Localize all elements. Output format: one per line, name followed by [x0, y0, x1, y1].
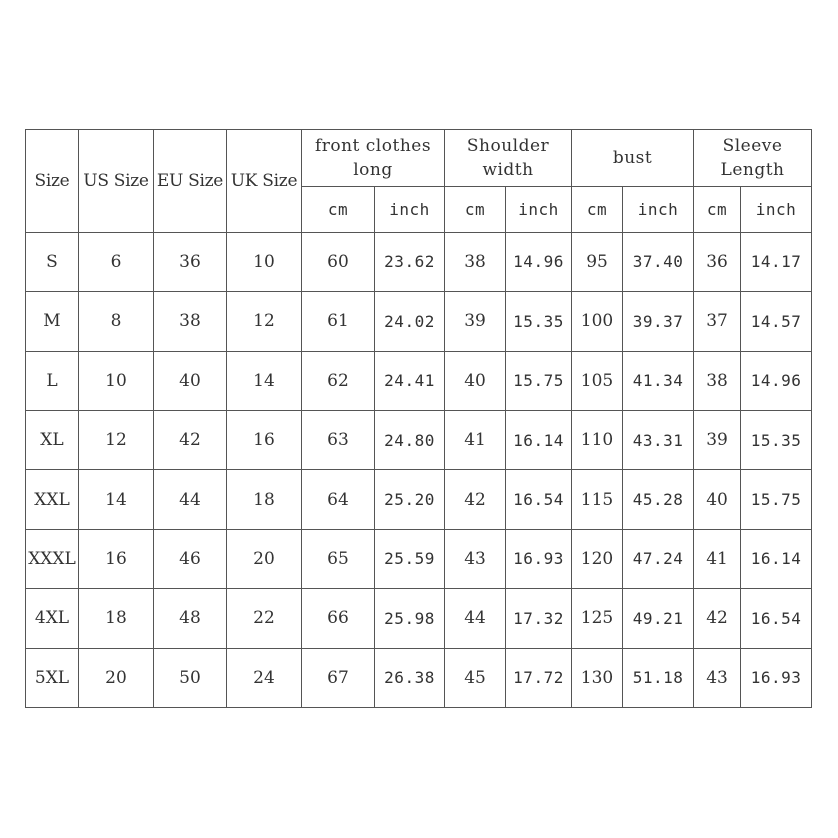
- cell-us-size: 18: [79, 589, 154, 648]
- cell-us-size: 12: [79, 410, 154, 469]
- cell-eu-size: 42: [154, 410, 227, 469]
- cell-uk-size: 20: [227, 529, 302, 588]
- table-row: [26, 351, 812, 410]
- cell-front-inch: 24.80: [375, 410, 445, 469]
- cell-front-inch: 24.02: [375, 292, 445, 351]
- cell-sleeve-cm: 37: [694, 292, 741, 351]
- cell-us-size: 6: [79, 232, 154, 291]
- cell-uk-size: 10: [227, 232, 302, 291]
- cell-us-size: 14: [79, 470, 154, 529]
- unit-inch-bust: inch: [623, 187, 694, 232]
- header-front-clothes-long: front clothes long: [302, 130, 445, 187]
- cell-bust-inch: 51.18: [623, 648, 694, 707]
- cell-shoulder-cm: 43: [445, 529, 506, 588]
- cell-shoulder-cm: 45: [445, 648, 506, 707]
- cell-bust-inch: 45.28: [623, 470, 694, 529]
- cell-shoulder-cm: 44: [445, 589, 506, 648]
- cell-sleeve-inch: 16.54: [741, 589, 812, 648]
- cell-us-size: 16: [79, 529, 154, 588]
- table-row: [26, 648, 812, 707]
- cell-shoulder-cm: 38: [445, 232, 506, 291]
- unit-cm-shoulder: cm: [445, 187, 506, 232]
- cell-uk-size: 16: [227, 410, 302, 469]
- cell-front-inch: 23.62: [375, 232, 445, 291]
- table-row: [26, 232, 812, 291]
- cell-bust-cm: 130: [572, 648, 623, 707]
- cell-size: L: [26, 351, 79, 410]
- cell-sleeve-inch: 16.93: [741, 648, 812, 707]
- unit-inch-shoulder: inch: [506, 187, 572, 232]
- cell-sleeve-cm: 42: [694, 589, 741, 648]
- cell-shoulder-inch: 15.35: [506, 292, 572, 351]
- cell-bust-cm: 95: [572, 232, 623, 291]
- cell-shoulder-inch: 16.54: [506, 470, 572, 529]
- cell-bust-inch: 37.40: [623, 232, 694, 291]
- cell-sleeve-inch: 14.57: [741, 292, 812, 351]
- cell-sleeve-cm: 38: [694, 351, 741, 410]
- cell-front-inch: 24.41: [375, 351, 445, 410]
- table-body: [26, 130, 812, 708]
- cell-shoulder-cm: 42: [445, 470, 506, 529]
- cell-bust-cm: 100: [572, 292, 623, 351]
- table-row: [26, 410, 812, 469]
- size-chart-table: [25, 129, 812, 708]
- cell-uk-size: 24: [227, 648, 302, 707]
- cell-size: 5XL: [26, 648, 79, 707]
- cell-front-cm: 60: [302, 232, 375, 291]
- table-row: [26, 470, 812, 529]
- unit-cm-sleeve: cm: [694, 187, 741, 232]
- cell-front-cm: 66: [302, 589, 375, 648]
- cell-sleeve-cm: 36: [694, 232, 741, 291]
- cell-shoulder-cm: 41: [445, 410, 506, 469]
- cell-uk-size: 18: [227, 470, 302, 529]
- table-row: [26, 529, 812, 588]
- header-bust: bust: [572, 130, 694, 187]
- cell-front-cm: 65: [302, 529, 375, 588]
- cell-sleeve-inch: 14.17: [741, 232, 812, 291]
- cell-size: S: [26, 232, 79, 291]
- header-us-size: US Size: [79, 130, 154, 233]
- unit-inch-front: inch: [375, 187, 445, 232]
- cell-sleeve-inch: 15.35: [741, 410, 812, 469]
- cell-sleeve-cm: 40: [694, 470, 741, 529]
- header-row-groups: [26, 130, 812, 187]
- header-eu-size: EU Size: [154, 130, 227, 233]
- cell-eu-size: 36: [154, 232, 227, 291]
- unit-cm-bust: cm: [572, 187, 623, 232]
- cell-size: M: [26, 292, 79, 351]
- cell-eu-size: 50: [154, 648, 227, 707]
- cell-shoulder-inch: 16.14: [506, 410, 572, 469]
- unit-inch-sleeve: inch: [741, 187, 812, 232]
- cell-shoulder-inch: 16.93: [506, 529, 572, 588]
- cell-sleeve-inch: 14.96: [741, 351, 812, 410]
- cell-bust-inch: 39.37: [623, 292, 694, 351]
- cell-sleeve-inch: 15.75: [741, 470, 812, 529]
- cell-sleeve-inch: 16.14: [741, 529, 812, 588]
- cell-us-size: 10: [79, 351, 154, 410]
- cell-us-size: 8: [79, 292, 154, 351]
- cell-sleeve-cm: 39: [694, 410, 741, 469]
- cell-bust-cm: 105: [572, 351, 623, 410]
- cell-size: XL: [26, 410, 79, 469]
- cell-front-cm: 62: [302, 351, 375, 410]
- cell-uk-size: 12: [227, 292, 302, 351]
- cell-eu-size: 38: [154, 292, 227, 351]
- cell-bust-cm: 125: [572, 589, 623, 648]
- cell-sleeve-cm: 41: [694, 529, 741, 588]
- unit-cm-front: cm: [302, 187, 375, 232]
- cell-shoulder-cm: 39: [445, 292, 506, 351]
- header-shoulder-width: Shoulder width: [445, 130, 572, 187]
- cell-uk-size: 14: [227, 351, 302, 410]
- header-sleeve-length: Sleeve Length: [694, 130, 812, 187]
- cell-size: XXL: [26, 470, 79, 529]
- cell-front-cm: 67: [302, 648, 375, 707]
- cell-sleeve-cm: 43: [694, 648, 741, 707]
- cell-front-cm: 63: [302, 410, 375, 469]
- cell-size: 4XL: [26, 589, 79, 648]
- cell-shoulder-inch: 17.72: [506, 648, 572, 707]
- cell-front-inch: 26.38: [375, 648, 445, 707]
- cell-bust-inch: 41.34: [623, 351, 694, 410]
- cell-front-cm: 64: [302, 470, 375, 529]
- cell-us-size: 20: [79, 648, 154, 707]
- cell-front-inch: 25.98: [375, 589, 445, 648]
- cell-bust-inch: 49.21: [623, 589, 694, 648]
- cell-bust-inch: 43.31: [623, 410, 694, 469]
- cell-front-cm: 61: [302, 292, 375, 351]
- cell-bust-cm: 120: [572, 529, 623, 588]
- header-uk-size: UK Size: [227, 130, 302, 233]
- table-row: [26, 589, 812, 648]
- cell-shoulder-inch: 17.32: [506, 589, 572, 648]
- cell-front-inch: 25.59: [375, 529, 445, 588]
- cell-bust-inch: 47.24: [623, 529, 694, 588]
- cell-front-inch: 25.20: [375, 470, 445, 529]
- table-row: [26, 292, 812, 351]
- cell-shoulder-cm: 40: [445, 351, 506, 410]
- cell-bust-cm: 115: [572, 470, 623, 529]
- cell-eu-size: 44: [154, 470, 227, 529]
- header-size: Size: [26, 130, 79, 233]
- cell-size: XXXL: [26, 529, 79, 588]
- cell-eu-size: 46: [154, 529, 227, 588]
- cell-shoulder-inch: 14.96: [506, 232, 572, 291]
- cell-shoulder-inch: 15.75: [506, 351, 572, 410]
- cell-eu-size: 48: [154, 589, 227, 648]
- cell-bust-cm: 110: [572, 410, 623, 469]
- cell-uk-size: 22: [227, 589, 302, 648]
- cell-eu-size: 40: [154, 351, 227, 410]
